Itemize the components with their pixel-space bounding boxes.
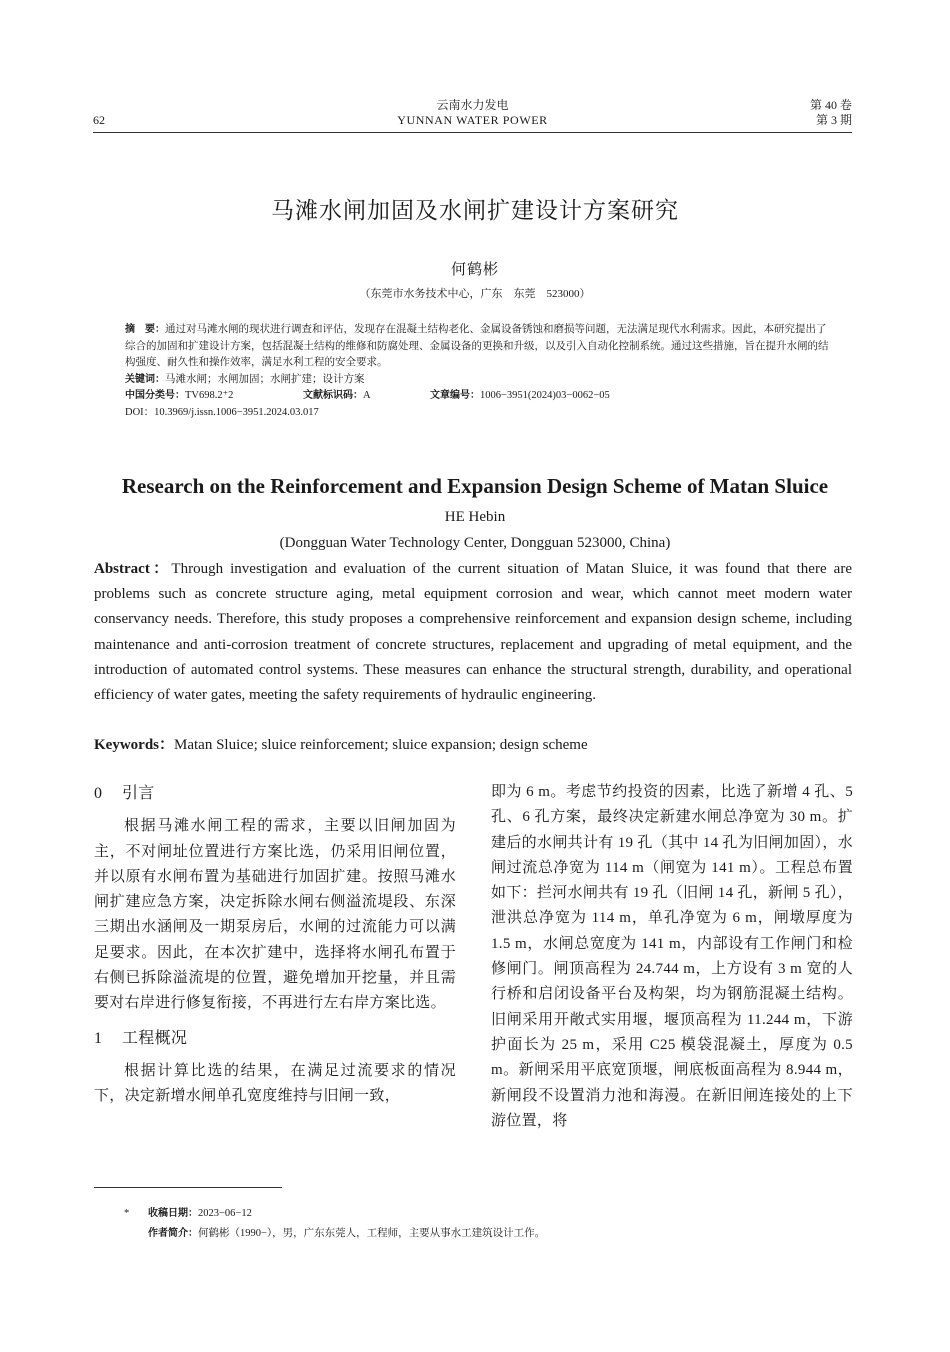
abstract-cn-text: 通过对马滩水闸的现状进行调查和评估，发现存在混凝土结构老化、金属设备锈蚀和磨损等问题，无法满足现代水利需求。因此，本研究提出了综合的加固和扩建设计方案，包括混凝土结构的维修和防腐处理、金属设备的更换和升级，以及引入自动化控制系统。通过这些措施，旨在提升水闸的结构强度、耐久性和操作效率，满足水利工程的安全要求。 xyxy=(125,324,829,368)
body-right-column xyxy=(491,780,853,1134)
abstract-cn-block xyxy=(125,322,835,421)
article-number-value: 1006−3951(2024)03−0062−05 xyxy=(480,390,610,401)
keywords-cn-text: 马滩水闸；水闸加固；水闸扩建；设计方案 xyxy=(165,373,365,385)
section-0-paragraph: 根据马滩水闸工程的需求，主要以旧闸加固为主，不对闸址位置进行方案比选，仍采用旧闸位置，并以原有水闸布置为基础进行加固扩建。按照马滩水闸扩建应急方案，决定拆除水闸右侧溢流堤段、东深三期出水涵闸及一期泵房后，水闸的过流能力可以满足要求。因此，在本次扩建中，选择将水闸孔布置于右侧已拆除溢流堤的位置，避免增加开挖量，并且需要对右岸进行修复衔接，不再进行左右岸方案比选。 xyxy=(94,818,456,1012)
doc-code-label: 文献标识码： xyxy=(303,390,363,401)
abstract-en-label: Abstract： xyxy=(94,561,172,577)
journal-name-cn: 云南水力发电 xyxy=(436,98,509,112)
title-en: Research on the Reinforcement and Expansion Design Scheme of Matan Sluice xyxy=(121,474,829,498)
keywords-en-text: Matan Sluice; sluice reinforcement; sluice expansion; design scheme xyxy=(174,737,588,753)
article-number xyxy=(430,388,610,405)
abstract-cn-label: 摘 要： xyxy=(125,324,165,335)
affiliation-en: (Dongguan Water Technology Center, Dongguan 523000, China) xyxy=(279,535,671,551)
doc-code-value: A xyxy=(363,390,371,401)
abstract-en xyxy=(94,557,852,708)
article-number-label: 文章编号： xyxy=(430,390,480,401)
journal-name xyxy=(93,98,852,128)
volume-issue xyxy=(810,98,852,128)
author-en: HE Hebin xyxy=(444,509,506,525)
affiliation-cn: （东莞市水务技术中心，广东 东莞 523000） xyxy=(359,288,591,300)
footnote-star: * xyxy=(124,1208,130,1219)
issue: 第 3 期 xyxy=(815,113,852,127)
abstract-en-text: Through investigation and evaluation of the current situation of Matan Sluice, it was found that there are problems such as concrete structure aging, metal equipment corrosion and wear, which cannot meet modern water conservancy needs. Therefore, this study proposes a comprehensive reinforcement and expansion design scheme, including maintenance and anti-corrosion treatment of concrete structures, replacement and upgrading of metal equipment, and the introduction of automated control systems. These measures can enhance the structural strength, durability, and operational efficiency of water gates, meeting the safety requirements of hydraulic engineering. xyxy=(94,561,852,704)
clc-value: TV698.2⁺2 xyxy=(185,390,234,401)
footnote-rule xyxy=(94,1187,282,1188)
section-heading-1 xyxy=(94,1025,456,1051)
section-1-number: 1 xyxy=(94,1029,103,1047)
section-0-title: 引言 xyxy=(122,783,155,802)
section-1-title: 工程概况 xyxy=(122,1027,188,1047)
footnote-author-bio xyxy=(148,1227,878,1241)
doi: DOI：10.3969/j.issn.1006−3951.2024.03.017 xyxy=(125,406,319,418)
section-1-paragraph-continued: 即为 6 m。考虑节约投资的因素，比选了新增 4 孔、5 孔、6 孔方案，最终决定新建水闸总净宽为 30 m。扩建后的水闸共计有 19 孔（其中 14 孔为旧闸加固），水闸过流总净宽为 114 m（闸宽为 141 m）。工程总布置如下：拦河水闸共有 19 孔（旧闸 14 孔，新闸 5 孔），泄洪总净宽为 114 m，单孔净宽为 6 m，闸墩厚度为 1.5 m，水闸总宽度为 141 m，内部设有工作闸门和检修闸门。闸顶高程为 24.744 m，上方设有 3 m 宽的人行桥和启闭设备平台及构架，均为钢筋混凝土结构。旧闸采用开敞式实用堰，堰顶高程为 11.244 m，下游护面长为 25 m，采用 C25 模袋混凝土，厚度为 0.5 m。新闸采用平底宽顶堰，闸底板面高程为 8.944 m，新闸段不设置消力池和海漫。在新旧闸连接处的上下游位置，将 xyxy=(491,784,853,1129)
page-number: 62 xyxy=(93,113,105,127)
keywords-en xyxy=(94,734,852,756)
title-cn: 马滩水闸加固及水闸扩建设计方案研究 xyxy=(271,198,679,224)
classification-line xyxy=(125,388,835,405)
footnote-received xyxy=(124,1207,854,1221)
doc-code xyxy=(303,388,371,405)
body-left-column xyxy=(94,780,456,1110)
received-date: 2023−06−12 xyxy=(198,1208,252,1219)
abstract-cn xyxy=(125,322,835,372)
clc xyxy=(125,388,233,405)
section-heading-0 xyxy=(94,780,456,806)
running-header xyxy=(93,96,852,133)
keywords-cn xyxy=(125,372,835,389)
author-cn: 何鹤彬 xyxy=(450,260,499,278)
journal-name-en: YUNNAN WATER POWER xyxy=(397,113,548,127)
clc-label: 中国分类号： xyxy=(125,390,185,401)
bio-label: 作者简介： xyxy=(148,1228,198,1239)
bio-text: 何鹤彬（1990−），男，广东东莞人，工程师，主要从事水工建筑设计工作。 xyxy=(198,1228,546,1239)
keywords-cn-label: 关键词： xyxy=(125,373,165,385)
volume: 第 40 卷 xyxy=(809,98,852,112)
keywords-en-label: Keywords： xyxy=(94,737,174,753)
received-label: 收稿日期： xyxy=(148,1208,198,1219)
section-1-paragraph: 根据计算比选的结果，在满足过流要求的情况下，决定新增水闸单孔宽度维持与旧闸一致， xyxy=(94,1062,456,1105)
section-0-number: 0 xyxy=(94,785,103,802)
